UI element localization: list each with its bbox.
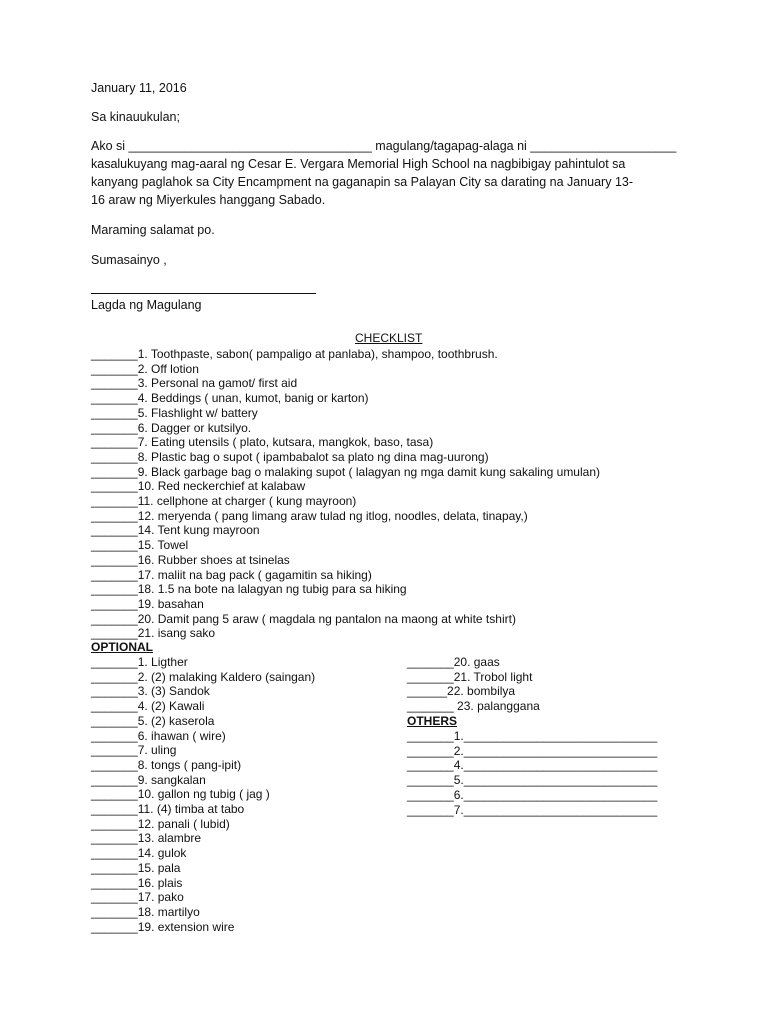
letter-date: January 11, 2016	[91, 81, 187, 95]
letter-closing: Sumasainyo ,	[91, 253, 167, 267]
checklist-item: _______16. Rubber shoes at tsinelas	[91, 552, 290, 567]
optional-title: OPTIONAL	[91, 640, 153, 654]
others-item: _______1._____________________________	[407, 729, 658, 743]
checklist-item: _______6. Dagger or kutsilyo.	[91, 420, 252, 435]
checklist-item: _______9. Black garbage bag o malaking supot ( lalagyan ng mga damit kung sakaling umulan)	[91, 464, 600, 479]
optional-item: _______10. gallon ng tubig ( jag )	[91, 787, 270, 802]
checklist-item: _______14. Tent kung mayroon	[91, 523, 260, 538]
others-item: _______4._____________________________	[407, 758, 658, 773]
checklist-item: _______4. Beddings ( unan, kumot, banig or karton)	[91, 391, 369, 406]
others-item: _______5._____________________________	[407, 773, 658, 788]
others-item: _______6._____________________________	[407, 787, 658, 802]
checklist-item: _______11. cellphone at charger ( kung mayroon)	[91, 494, 357, 508]
checklist-item: _______2. Off lotion	[91, 361, 199, 376]
letter-body-line-4: 16 araw ng Miyerkules hanggang Sabado.	[91, 193, 326, 207]
optional-item: _______14. gulok	[91, 846, 187, 861]
checklist-item: _______19. basahan	[91, 596, 204, 611]
checklist-item: _______21. isang sako	[91, 626, 216, 641]
signature-line	[91, 293, 316, 294]
checklist-item: _______7. Eating utensils ( plato, kutsara, mangkok, baso, tasa)	[91, 435, 434, 450]
checklist-item: _______1. Toothpaste, sabon( pampaligo at panlaba), shampoo, toothbrush.	[91, 347, 498, 361]
others-item: _______7._____________________________	[407, 802, 658, 817]
checklist-item: _______12. meryenda ( pang limang araw tulad ng itlog, noodles, delata, tinapay,)	[91, 508, 528, 523]
optional-item: _______18. martilyo	[91, 904, 200, 919]
optional-item: _______17. pako	[91, 890, 184, 905]
checklist-item: _______5. Flashlight w/ battery	[91, 405, 258, 420]
optional-item: _______7. uling	[91, 743, 177, 758]
optional-item: _______3. (3) Sandok	[91, 684, 210, 699]
optional-item: _______8. tongs ( pang-ipit)	[91, 757, 242, 772]
optional-item: _______5. (2) kaserola	[91, 713, 215, 728]
checklist-item: _______18. 1.5 na bote na lalagyan ng tubig para sa hiking	[91, 582, 407, 597]
letter-thanks: Maraming salamat po.	[91, 223, 215, 237]
optional-item: _______4. (2) Kawali	[91, 699, 205, 714]
optional-item: _______6. ihawan ( wire)	[91, 728, 226, 743]
signature-label: Lagda ng Magulang	[91, 298, 202, 312]
optional-item: _______15. pala	[91, 860, 181, 875]
optional-item: _______1. Ligther	[91, 655, 188, 669]
checklist-item: _______15. Towel	[91, 538, 189, 553]
checklist-item: _______20. Damit pang 5 araw ( magdala ng pantalon na maong at white tshirt)	[91, 611, 516, 626]
letter-body-line-1: Ako si ___________________________________ magulang/tagapag-alaga ni _____________________	[91, 139, 677, 153]
optional-item: _______12. panali ( lubid)	[91, 816, 230, 831]
checklist-item: _______8. Plastic bag o supot ( ipambabalot sa plato ng dina mag-uurong)	[91, 449, 489, 464]
optional-item: _______ 23. palanggana	[407, 699, 540, 714]
letter-body-line-3: kanyang paglahok sa City Encampment na gaganapin sa Palayan City sa darating na January 13-	[91, 175, 634, 189]
optional-item: ______22. bombilya	[407, 684, 516, 699]
optional-item: _______20. gaas	[407, 655, 500, 669]
optional-item: _______2. (2) malaking Kaldero (saingan)	[91, 669, 316, 684]
others-title: OTHERS	[407, 714, 458, 728]
checklist-title: CHECKLIST	[355, 331, 423, 345]
optional-item: _______19. extension wire	[91, 919, 235, 934]
optional-item: _______9. sangkalan	[91, 772, 206, 787]
optional-item: _______21. Trobol light	[407, 669, 533, 684]
optional-item: _______13. alambre	[91, 831, 202, 846]
letter-salutation: Sa kinauukulan;	[91, 110, 180, 124]
others-item: _______2._____________________________	[407, 743, 658, 758]
checklist-item: _______10. Red neckerchief at kalabaw	[91, 479, 306, 494]
optional-item: _______11. (4) timba at tabo	[91, 802, 245, 816]
checklist-item: _______3. Personal na gamot/ first aid	[91, 376, 298, 391]
letter-body-line-2: kasalukuyang mag-aaral ng Cesar E. Vergara Memorial High School na nagbibigay pahintulot sa	[91, 157, 626, 171]
checklist-item: _______17. maliit na bag pack ( gagamitin sa hiking)	[91, 567, 372, 582]
optional-item: _______16. plais	[91, 875, 183, 890]
